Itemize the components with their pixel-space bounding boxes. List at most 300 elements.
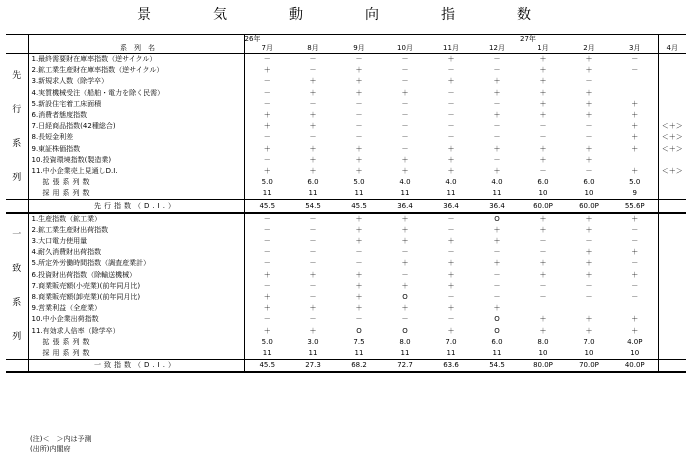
di-value: 36.4	[382, 200, 428, 213]
signal-cell: ＋	[447, 77, 455, 86]
signal-cell	[658, 99, 686, 110]
table-row	[6, 236, 686, 247]
table-row	[6, 132, 686, 143]
signal-cell: －	[539, 293, 547, 302]
di-label: 一致指数（D.I.）	[28, 360, 244, 373]
signal-cell: ＋	[309, 270, 317, 279]
di-value: 27.3	[290, 360, 336, 373]
signal-cell: －	[263, 88, 271, 97]
di-row	[6, 200, 686, 213]
table-row	[6, 281, 686, 292]
expand-value: 6.0	[583, 178, 595, 187]
series-name: 5.新設住宅着工床面積	[28, 99, 244, 110]
signal-cell: ＋	[401, 281, 409, 290]
signal-cell: －	[401, 77, 409, 86]
table-row	[6, 54, 686, 66]
signal-cell: ＋	[401, 166, 409, 175]
group-label	[6, 54, 28, 200]
series-name: 8.長短金利差	[28, 132, 244, 143]
expand-value	[658, 177, 686, 188]
group-label	[6, 213, 28, 360]
signal-cell: ＋	[585, 66, 593, 75]
blank-cell	[428, 35, 474, 45]
signal-cell: ＋	[355, 66, 363, 75]
signal-cell: ＋	[539, 259, 547, 268]
blank-cell	[658, 35, 686, 45]
adopt-value: 11	[446, 348, 456, 357]
signal-cell: ＋	[447, 326, 455, 335]
signal-cell: ＋	[309, 166, 317, 175]
di-value: 54.5	[474, 360, 520, 373]
series-name: 4.実質機械受注（船舶・電力を除く民需）	[28, 88, 244, 99]
di-value: 45.5	[336, 200, 382, 213]
expand-value: 6.0	[307, 178, 319, 187]
signal-cell: －	[355, 111, 363, 120]
di-value: 45.5	[244, 200, 290, 213]
expand-value: 8.0	[537, 337, 549, 346]
series-name: 9.営業利益（全産業）	[28, 303, 244, 314]
signal-cell: ＋	[447, 281, 455, 290]
expand-value: 7.0	[445, 337, 457, 346]
signal-cell	[658, 236, 686, 247]
note-forecast: (注)＜ ＞内は予測	[30, 435, 92, 443]
month-header: 1月	[537, 44, 549, 52]
signal-cell: ＋	[539, 315, 547, 324]
signal-cell	[566, 303, 612, 314]
group-char: 先	[12, 70, 22, 81]
signal-cell: ＋	[401, 155, 409, 164]
expand-label: 拡張系列数	[28, 177, 244, 188]
month-header: 11月	[443, 44, 459, 52]
group-char: 一	[12, 230, 22, 241]
blank-cell	[336, 35, 382, 45]
signal-cell: ＋	[631, 166, 639, 175]
signal-cell: －	[493, 155, 501, 164]
group-char: 行	[12, 104, 22, 115]
di-value: 60.0P	[520, 200, 566, 213]
signal-cell: －	[631, 259, 639, 268]
signal-cell: －	[493, 99, 501, 108]
expand-value: 7.5	[353, 337, 365, 346]
signal-cell: ＋	[263, 66, 271, 75]
di-value	[658, 200, 686, 213]
signal-cell: ＋	[585, 225, 593, 234]
signal-cell: ＋	[263, 144, 271, 153]
expand-value: 6.0	[491, 337, 503, 346]
di-value: 54.5	[290, 200, 336, 213]
signal-cell	[520, 303, 566, 314]
signal-cell: ＋	[309, 144, 317, 153]
group-char: 致	[12, 264, 22, 275]
di-value: 72.7	[382, 360, 428, 373]
di-value: 45.5	[244, 360, 290, 373]
series-name: 8.商業販売額(卸売業)(前年同月比)	[28, 292, 244, 303]
signal-cell: ＋	[355, 281, 363, 290]
expand-value: 3.0	[307, 337, 319, 346]
table-row	[6, 166, 686, 177]
month-header: 2月	[583, 44, 595, 52]
signal-cell: ＜＋＞	[658, 166, 686, 177]
signal-cell: ＋	[401, 237, 409, 246]
signal-cell: －	[355, 248, 363, 257]
signal-cell	[658, 326, 686, 337]
signal-cell: －	[447, 88, 455, 97]
expand-row	[6, 177, 686, 188]
signal-cell: －	[447, 66, 455, 75]
signal-cell	[612, 76, 658, 87]
signal-cell: ＋	[631, 326, 639, 335]
signal-cell: ＋	[493, 77, 501, 86]
series-name: 9.東証株価指数	[28, 144, 244, 155]
adopt-value: 11	[400, 348, 410, 357]
series-name: 6.投資財出荷指数（除輸送機械）	[28, 270, 244, 281]
signal-cell	[658, 292, 686, 303]
month-header: 9月	[353, 44, 365, 52]
di-value: 80.0P	[520, 360, 566, 373]
signal-cell: －	[401, 133, 409, 142]
table-row	[6, 270, 686, 281]
di-value	[658, 360, 686, 373]
di-value: 70.0P	[566, 360, 612, 373]
expand-value: 4.0P	[627, 337, 643, 346]
signal-cell: ＋	[631, 122, 639, 131]
adopt-value: 11	[354, 189, 364, 198]
expand-row	[6, 337, 686, 348]
expand-value	[658, 337, 686, 348]
signal-cell	[658, 76, 686, 87]
signal-cell: －	[401, 122, 409, 131]
signal-cell: ＋	[631, 270, 639, 279]
signal-cell	[658, 270, 686, 281]
index-table	[6, 34, 686, 373]
signal-cell: －	[263, 259, 271, 268]
signal-cell: －	[447, 99, 455, 108]
signal-cell: －	[493, 270, 501, 279]
note-source: (出所)内閣府	[30, 445, 71, 453]
expand-label: 拡張系列数	[28, 337, 244, 348]
series-name: 7.日経商品指数(42種総合)	[28, 121, 244, 132]
adopt-value: 11	[492, 348, 502, 357]
signal-cell: ＋	[493, 237, 501, 246]
signal-cell: ＋	[309, 88, 317, 97]
series-name: 10.中小企業出荷指数	[28, 314, 244, 325]
signal-cell: O	[402, 293, 408, 302]
blank-cell	[612, 35, 658, 45]
expand-value: 8.0	[399, 337, 411, 346]
signal-cell: ＋	[309, 155, 317, 164]
signal-cell: －	[401, 99, 409, 108]
adopt-value: 10	[630, 348, 640, 357]
expand-value: 5.0	[261, 337, 273, 346]
signal-cell	[658, 54, 686, 66]
signal-cell	[658, 258, 686, 269]
signal-cell	[658, 110, 686, 121]
signal-cell: ＋	[539, 225, 547, 234]
series-name: 1.最終需要財在庫率指数（逆サイクル）	[28, 54, 244, 66]
signal-cell: －	[290, 213, 336, 225]
adopt-value: 10	[538, 189, 548, 198]
signal-cell: ＋	[539, 326, 547, 335]
adopt-value: 11	[262, 348, 272, 357]
group-char: 系	[12, 298, 22, 309]
signal-cell: ＋	[355, 155, 363, 164]
table-row	[6, 99, 686, 110]
signal-cell: －	[447, 293, 455, 302]
month-header: 3月	[629, 44, 641, 52]
signal-cell: －	[428, 213, 474, 225]
signal-cell: －	[290, 54, 336, 66]
signal-cell: －	[585, 77, 593, 86]
di-label: 先行指数（D.I.）	[28, 200, 244, 213]
signal-cell	[658, 247, 686, 258]
signal-cell: －	[401, 315, 409, 324]
signal-cell: ＋	[493, 111, 501, 120]
signal-cell: －	[631, 237, 639, 246]
signal-cell: ＋	[447, 304, 455, 313]
signal-cell: ＋	[585, 326, 593, 335]
table-row	[6, 88, 686, 99]
signal-cell: ＋	[447, 155, 455, 164]
blank-cell	[28, 35, 244, 45]
group-cell	[6, 44, 28, 54]
signal-cell: －	[355, 259, 363, 268]
signal-cell: ＋	[631, 99, 639, 108]
adopt-value	[658, 188, 686, 200]
signal-cell: ＜＋＞	[658, 121, 686, 132]
signal-cell: ＋	[631, 248, 639, 257]
signal-cell: －	[263, 155, 271, 164]
signal-cell: ＋	[447, 144, 455, 153]
signal-cell: ＋	[631, 111, 639, 120]
signal-cell: －	[382, 54, 428, 66]
signal-cell: ＋	[355, 270, 363, 279]
signal-cell: ＋	[355, 144, 363, 153]
signal-cell: ＋	[309, 304, 317, 313]
signal-cell: －	[585, 166, 593, 175]
signal-cell: O	[494, 315, 500, 324]
signal-cell: ＋	[539, 66, 547, 75]
series-name: 1.生産指数（鉱工業）	[28, 213, 244, 225]
signal-cell: －	[309, 225, 317, 234]
signal-cell: ＋	[539, 111, 547, 120]
table-row	[6, 155, 686, 166]
month-header: 10月	[397, 44, 413, 52]
signal-cell: ＋	[355, 237, 363, 246]
signal-cell	[658, 155, 686, 166]
signal-cell: ＋	[309, 111, 317, 120]
adopt-value: 11	[354, 348, 364, 357]
table-row	[6, 258, 686, 269]
adopt-value	[658, 348, 686, 360]
header-row-months	[6, 44, 686, 54]
blank-cell	[290, 35, 336, 45]
adopt-value: 10	[584, 348, 594, 357]
expand-value: 4.0	[491, 178, 503, 187]
signal-cell: －	[309, 259, 317, 268]
signal-cell: －	[447, 111, 455, 120]
signal-cell	[658, 65, 686, 76]
signal-cell: －	[539, 122, 547, 131]
month-header: 4月	[658, 44, 686, 54]
signal-cell: ＋	[355, 166, 363, 175]
signal-cell: ＋	[355, 88, 363, 97]
signal-cell: －	[493, 133, 501, 142]
signal-cell: －	[493, 281, 501, 290]
signal-cell: ＋	[493, 88, 501, 97]
series-name: 2.鉱工業生産財出荷指数	[28, 225, 244, 236]
signal-cell: ＋	[585, 315, 593, 324]
adopt-value: 11	[308, 189, 318, 198]
signal-cell: －	[493, 66, 501, 75]
signal-cell: ＋	[631, 315, 639, 324]
signal-cell: －	[309, 315, 317, 324]
signal-cell: －	[244, 54, 290, 66]
signal-cell: －	[401, 144, 409, 153]
signal-cell: －	[493, 122, 501, 131]
table-row	[6, 76, 686, 87]
di-value: 40.0P	[612, 360, 658, 373]
signal-cell: ＋	[493, 304, 501, 313]
signal-cell: ＋	[520, 213, 566, 225]
adopt-value: 10	[538, 348, 548, 357]
signal-cell: －	[244, 213, 290, 225]
signal-cell: O	[356, 326, 362, 335]
signal-cell: －	[355, 99, 363, 108]
signal-cell: －	[263, 237, 271, 246]
series-name: 11.中小企業売上見通しD.I.	[28, 166, 244, 177]
signal-cell: －	[447, 133, 455, 142]
signal-cell: －	[263, 281, 271, 290]
di-value: 36.4	[474, 200, 520, 213]
expand-value: 5.0	[353, 178, 365, 187]
signal-cell: ＋	[263, 304, 271, 313]
table-row	[6, 65, 686, 76]
signal-cell: ＋	[355, 77, 363, 86]
signal-cell	[658, 314, 686, 325]
signal-cell: ＋	[585, 99, 593, 108]
signal-cell: －	[539, 281, 547, 290]
signal-cell: －	[401, 66, 409, 75]
adopt-value: 11	[446, 189, 456, 198]
signal-cell: －	[612, 54, 658, 66]
signal-cell	[658, 213, 686, 225]
signal-cell: ＋	[355, 304, 363, 313]
year-label: 26年	[244, 35, 290, 45]
expand-value: 4.0	[399, 178, 411, 187]
table-row	[6, 314, 686, 325]
signal-cell: －	[309, 99, 317, 108]
signal-cell: －	[585, 237, 593, 246]
signal-cell: ＋	[401, 304, 409, 313]
signal-cell: －	[263, 248, 271, 257]
blank-cell	[382, 35, 428, 45]
signal-cell: －	[309, 237, 317, 246]
adopt-label: 採用系列数	[28, 188, 244, 200]
signal-cell: ＋	[631, 133, 639, 142]
signal-cell: ＜＋＞	[658, 144, 686, 155]
signal-cell: ＋	[585, 259, 593, 268]
signal-cell: ＋	[539, 270, 547, 279]
expand-value: 4.0	[445, 178, 457, 187]
signal-cell: －	[309, 293, 317, 302]
expand-value: 5.0	[261, 178, 273, 187]
signal-cell: －	[263, 77, 271, 86]
signal-cell	[658, 88, 686, 99]
signal-cell: －	[336, 54, 382, 66]
signal-cell: －	[263, 133, 271, 142]
signal-cell: －	[401, 248, 409, 257]
series-name: 6.消費者態度指数	[28, 110, 244, 121]
signal-cell: －	[309, 248, 317, 257]
signal-cell	[658, 225, 686, 236]
signal-cell: －	[585, 293, 593, 302]
signal-cell: ＋	[585, 88, 593, 97]
signal-cell: －	[355, 122, 363, 131]
series-name: 5.所定外労働時間指数（調査産業計）	[28, 258, 244, 269]
year-label: 27年	[520, 35, 566, 45]
di-value: 63.6	[428, 360, 474, 373]
signal-cell: －	[539, 133, 547, 142]
signal-cell: ＋	[401, 259, 409, 268]
signal-cell: ＋	[263, 166, 271, 175]
signal-cell: －	[585, 122, 593, 131]
blank-cell	[474, 35, 520, 45]
signal-cell: ＋	[539, 77, 547, 86]
adopt-value: 11	[492, 189, 502, 198]
series-name: 11.有効求人倍率（除学卒）	[28, 326, 244, 337]
signal-cell: ＋	[309, 77, 317, 86]
table-row	[6, 121, 686, 132]
signal-cell: ＋	[401, 225, 409, 234]
series-name: 10.投資環境指数(製造業)	[28, 155, 244, 166]
signal-cell: ＋	[401, 88, 409, 97]
signal-cell: ＋	[612, 213, 658, 225]
signal-cell: －	[631, 225, 639, 234]
signal-cell: ＋	[566, 54, 612, 66]
signal-cell: ＋	[382, 213, 428, 225]
signal-cell: ＋	[566, 213, 612, 225]
signal-cell: ＋	[585, 248, 593, 257]
signal-cell	[658, 281, 686, 292]
signal-cell: ＋	[309, 326, 317, 335]
di-value: 55.6P	[612, 200, 658, 213]
series-header: 系 列 名	[28, 44, 244, 54]
signal-cell: ＜＋＞	[658, 132, 686, 143]
signal-cell	[612, 303, 658, 314]
signal-cell: －	[263, 315, 271, 324]
signal-cell: O	[402, 326, 408, 335]
signal-cell: －	[401, 111, 409, 120]
signal-cell: ＋	[447, 166, 455, 175]
table-row	[6, 326, 686, 337]
adopt-row	[6, 188, 686, 200]
signal-cell: ＋	[493, 259, 501, 268]
signal-cell: ＋	[585, 155, 593, 164]
signal-cell: ＋	[355, 225, 363, 234]
expand-value: 6.0	[537, 178, 549, 187]
signal-cell: ＋	[631, 144, 639, 153]
notes	[30, 434, 91, 454]
signal-cell	[658, 303, 686, 314]
signal-cell: ＋	[263, 122, 271, 131]
series-name: 4.耐久消費財出荷指数	[28, 247, 244, 258]
signal-cell: －	[631, 66, 639, 75]
adopt-row	[6, 348, 686, 360]
signal-cell: ＋	[585, 111, 593, 120]
signal-cell: －	[263, 99, 271, 108]
signal-cell: ＋	[263, 293, 271, 302]
adopt-value: 9	[632, 189, 637, 198]
